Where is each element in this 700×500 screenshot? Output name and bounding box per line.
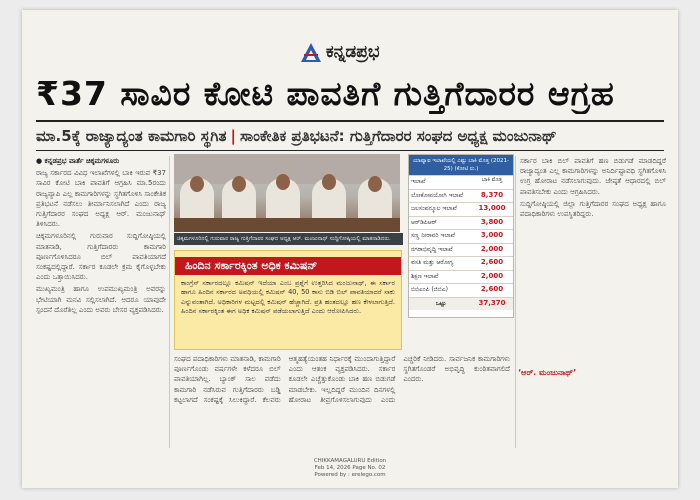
column-1-story (36, 156, 166, 448)
dues-table (408, 154, 514, 318)
dues-table-header-row (409, 175, 513, 189)
subheadline-right: ಸಾಂಕೇತಿಕ ಪ್ರತಿಭಟನೆ: ಗುತ್ತಿಗೆದಾರರ ಸಂಘದ ಅಧ್ಯಕ್ಷ ಮಂಜುನಾಥ್ (239, 127, 557, 145)
byline: ● ಕನ್ನಡಪ್ರಭ ವಾರ್ತೆ ಚಿಕ್ಕಮಗಳೂರು (36, 157, 120, 165)
newspaper-page (22, 10, 678, 488)
subdeck-rule (36, 150, 664, 151)
page-footer (22, 458, 678, 479)
dept-name: ನಗರಾಭಿವೃದ್ಧಿ ಇಲಾಖೆ (411, 245, 453, 253)
photo-person-head (368, 176, 382, 192)
story-paragraph: ರಾಜ್ಯ ಸರ್ಕಾರದ ವಿವಿಧ ಇಲಾಖೆಗಳಲ್ಲಿ ಬಾಕಿ ಇರುವ ₹37 ಸಾವಿರ ಕೋಟಿ ಬಾಕಿ ಪಾವತಿಗೆ ಆಗ್ರಹಿಸಿ ಮಾ.5ರಂದು ರಾಜ್ಯವ್ಯಾಪಿ ಎಲ್ಲ ಕಾಮಗಾರಿಗಳನ್ನು ಸ್ಥಗಿತಗೊಳಿಸಿ ಸಾಂಕೇತಿಕ ಪ್ರತಿಭಟನೆ ನಡೆಸಲು ತೀರ್ಮಾನಿಸಲಾಗಿದೆ ಎಂದು ರಾಜ್ಯ ಗುತ್ತಿಗೆದಾರರ ಸಂಘದ ಅಧ್ಯಕ್ಷ ಆರ್. ಮಂಜುನಾಥ್ ತಿಳಿಸಿದರು. (36, 169, 166, 229)
dues-table-row (409, 256, 513, 270)
dues-table-row (409, 202, 513, 216)
footer-dateline: Feb 14, 2026 Page No. 02 (314, 465, 386, 471)
headline-rule (36, 120, 664, 122)
dept-name: ಆರ್‌ಡಿಪಿಆರ್ (411, 218, 437, 226)
dept-name: ಬಿಬಿಎಂಪಿ (ಜಿಬಿಎ) (411, 286, 448, 293)
press-meet-photo (174, 154, 400, 232)
column-divider (515, 156, 516, 448)
column-4-story (520, 156, 666, 361)
dues-table-title: ಯಾವ್ಯಾವ ಇಲಾಖೆಯಲ್ಲಿ ಎಷ್ಟು ಬಾಕಿ ಮೊತ್ತ (2021-25) (ಕೋಟಿ ರು.) (409, 155, 513, 175)
column-divider (169, 156, 170, 448)
dept-name: ಸಣ್ಣ ನೀರಾವರಿ ಇಲಾಖೆ (411, 232, 455, 239)
dues-table-row (409, 270, 513, 284)
dues-table-header-dept: ಇಲಾಖೆ (411, 178, 426, 185)
photo-person-head (232, 176, 246, 192)
story-paragraph: ಚಿಕ್ಕಮಗಳೂರಿನಲ್ಲಿ ಗುರುವಾರ ಸುದ್ದಿಗೋಷ್ಠಿಯಲ್ಲಿ ಮಾತನಾಡಿ, ಗುತ್ತಿಗೆದಾರರು ಕಾಮಗಾರಿ ಪೂರ್ಣಗೊಳಿಸಿದರೂ ಬಿಲ್ ಪಾವತಿಯಾಗದೆ ಸಂಕಷ್ಟದಲ್ಲಿದ್ದಾರೆ. ಸರ್ಕಾರ ಕೂಡಲೇ ಕ್ರಮ ಕೈಗೊಳ್ಳಬೇಕು ಎಂದು ಒತ್ತಾಯಿಸಿದರು. (36, 232, 166, 282)
subheadline-left: ಮಾ.5ಕ್ಕೆ ರಾಜ್ಯಾದ್ಯಂತ ಕಾಮಗಾರಿ ಸ್ಥಗಿತ (36, 127, 227, 145)
headline: ₹37 ಸಾವಿರ ಕೋಟಿ ಪಾವತಿಗೆ ಗುತ್ತಿಗೆದಾರರ ಆಗ್ರಹ (36, 74, 615, 113)
dues-amount: 3,800 (480, 217, 504, 226)
sidebar-heading: ‘ಆರ್. ಮಂಜುನಾಥ್’ (518, 368, 577, 377)
highlight-box-title: ಹಿಂದಿನ ಸರ್ಕಾರಕ್ಕಿಂತ ಅಧಿಕ ಕಮಿಷನ್ (175, 257, 402, 275)
dues-amount: 3,000 (480, 231, 504, 239)
story-paragraph: ಸರ್ಕಾರ ಬಾಕಿ ಬಿಲ್ ಪಾವತಿಗೆ ಹಣ ಬಿಡುಗಡೆ ಮಾಡದಿದ್ದರೆ ರಾಜ್ಯಾದ್ಯಂತ ಎಲ್ಲ ಕಾಮಗಾರಿಗಳನ್ನು ಅನಿರ್ದಿಷ್ಟಾವಧಿ ಸ್ಥಗಿತಗೊಳಿಸಿ ಉಗ್ರ ಹೋರಾಟ ನಡೆಸಲಾಗುವುದು. ಜೇಷ್ಠತೆ ಆಧಾರದಲ್ಲಿ ಬಿಲ್ ಪಾವತಿಸಬೇಕು ಎಂದು ಆಗ್ರಹಿಸಿದರು. (520, 157, 666, 196)
kannadaprabha-logo-icon (300, 42, 322, 64)
dues-amount: 2,000 (480, 271, 504, 280)
photo-person-head (322, 174, 336, 190)
dept-name: ಲೋಕೋಪಯೋಗಿ ಇಲಾಖೆ (411, 191, 464, 199)
dues-table-row (409, 283, 513, 297)
dues-amount: 13,000 (478, 204, 506, 212)
story-paragraph: ಸುದ್ದಿಗೋಷ್ಠಿಯಲ್ಲಿ ಜಿಲ್ಲಾ ಗುತ್ತಿಗೆದಾರರ ಸಂಘದ ಅಧ್ಯಕ್ಷ ಹಾಗೂ ಪದಾಧಿಕಾರಿಗಳು ಉಪಸ್ಥಿತರಿದ್ದರು. (520, 199, 666, 219)
dues-table-row (409, 229, 513, 243)
photo-caption: ಚಿಕ್ಕಮಗಳೂರಿನಲ್ಲಿ ಗುರುವಾರ ರಾಜ್ಯ ಗುತ್ತಿಗೆದಾರರ ಸಂಘದ ಅಧ್ಯಕ್ಷ ಆರ್. ಮಂಜುನಾಥ್ ಸುದ್ದಿಗೋಷ್ಠಿಯಲ್ಲಿ ಮಾತನಾಡಿದರು. (174, 233, 403, 245)
masthead-title: ಕನ್ನಡಪ್ರಭ (326, 42, 380, 62)
footer-powered-by: Powered by : erelego.com (314, 472, 386, 478)
dues-table-row (409, 243, 513, 257)
dept-name: ವಸತಿ ಮತ್ತು ಆರೋಗ್ಯ (411, 259, 454, 266)
masthead (22, 40, 678, 70)
subheadline-separator: | (230, 127, 236, 145)
dues-table-header-amount: ಬಾಕಿ ಮೊತ್ತ (481, 177, 503, 183)
dues-amount: 8,370 (480, 190, 504, 199)
subheadline (36, 127, 664, 149)
dues-amount: 2,600 (480, 258, 504, 266)
photo-person-head (190, 176, 204, 192)
total-label: ಒಟ್ಟು (435, 299, 447, 307)
photo-desk (174, 218, 400, 232)
highlight-box-text: ಕಾಂಗ್ರೆಸ್ ಸರ್ಕಾರದಲ್ಲೂ ಕಮಿಷನ್ ಇದೆಯಾ ಎಂಬ ಪ್ರಶ್ನೆಗೆ ಉತ್ತರಿಸಿದ ಮಂಜುನಾಥ್, ಈ ಸರ್ಕಾರ ಹಾಗೂ ಹಿಂದಿನ ಸರ್ಕಾರದ ಅವಧಿಯಲ್ಲಿ ಕಮಿಷನ್ 40, 50 ಕಾಸು ಬಿಡಿ ಬಿಲ್ ಪಾವತಿಯಾದರೆ ಸಾಕು ಎನ್ನುವಂತಾಗಿದೆ. ಅಧಿಕಾರಿಗಳ ಮಟ್ಟದಲ್ಲಿ ಕಮಿಷನ್ ಹೆಚ್ಚಾಗಿದೆ. ಪ್ರತಿ ಹಂತದಲ್ಲೂ ಹಣ ಕೇಳಲಾಗುತ್ತಿದೆ. ಹಿಂದಿನ ಸರ್ಕಾರಕ್ಕಿಂತ ಈಗ ಅಧಿಕ ಕಮಿಷನ್ ಪಡೆಯಲಾಗುತ್ತಿದೆ ಎಂದು ಆರೋಪಿಸಿದರು. (181, 279, 395, 316)
total-amount: 37,370 (478, 298, 506, 307)
story-paragraph: ಮುಖ್ಯಮಂತ್ರಿ ಹಾಗೂ ಉಪಮುಖ್ಯಮಂತ್ರಿ ಅವರನ್ನು ಭೇಟಿಯಾಗಿ ಮನವಿ ಸಲ್ಲಿಸಲಾಗಿದೆ. ಆದರೂ ಯಾವುದೇ ಸ್ಪಂದನೆ ದೊರೆತಿಲ್ಲ ಎಂದು ಅವರು ಬೇಸರ ವ್ಯಕ್ತಪಡಿಸಿದರು. (36, 285, 166, 314)
dues-table-total-row (409, 297, 513, 311)
dept-name: ಜಲಸಂಪನ್ಮೂಲ ಇಲಾಖೆ (411, 205, 457, 212)
dues-table-row (409, 216, 513, 230)
lower-story-columns (174, 354, 510, 450)
story-paragraph: ಸಂಘದ ಪದಾಧಿಕಾರಿಗಳು ಮಾತನಾಡಿ, ಕಾಮಗಾರಿ ಪೂರ್ಣಗೊಂಡು ವರ್ಷಗಳೇ ಕಳೆದರೂ ಬಿಲ್ ಪಾವತಿಯಾಗಿಲ್ಲ. ಬ್ಯಾಂಕ್ ಸಾಲ ಪಡೆದು ಕಾಮಗಾರಿ ನಡೆಸಿರುವ ಗುತ್ತಿಗೆದಾರರು ಬಡ್ಡಿ ಕಟ್ಟಲಾಗದೆ ಸಂಕಷ್ಟಕ್ಕೆ ಸಿಲುಕಿದ್ದಾರೆ. ಕೆಲವರು ಆತ್ಮಹತ್ಯೆಯಂತಹ ನಿರ್ಧಾರಕ್ಕೆ ಮುಂದಾಗುತ್ತಿದ್ದಾರೆ ಎಂದು ಆತಂಕ ವ್ಯಕ್ತಪಡಿಸಿದರು. ಸರ್ಕಾರ ಕೂಡಲೇ ಎಚ್ಚೆತ್ತುಕೊಂಡು ಬಾಕಿ ಹಣ ಬಿಡುಗಡೆ ಮಾಡಬೇಕು. ಇಲ್ಲದಿದ್ದರೆ ಮುಂದಿನ ದಿನಗಳಲ್ಲಿ ಹೋರಾಟ ತೀವ್ರಗೊಳಿಸಲಾಗುವುದು ಎಂದು ಎಚ್ಚರಿಕೆ ನೀಡಿದರು. ಸಾರ್ವಜನಿಕ ಕಾಮಗಾರಿಗಳು ಸ್ಥಗಿತಗೊಂಡರೆ ಅಭಿವೃದ್ಧಿ ಕುಂಠಿತವಾಗಲಿದೆ ಎಂದರು. (174, 355, 510, 404)
dues-amount: 2,600 (480, 285, 504, 293)
commission-highlight-box (174, 250, 402, 350)
dues-table-row (409, 189, 513, 203)
photo-person-head (276, 174, 290, 190)
footer-edition: CHIKKAMAGALURU Edition (313, 458, 387, 464)
dues-amount: 2,000 (480, 244, 504, 253)
dept-name: ಶಿಕ್ಷಣ ಇಲಾಖೆ (411, 272, 439, 280)
